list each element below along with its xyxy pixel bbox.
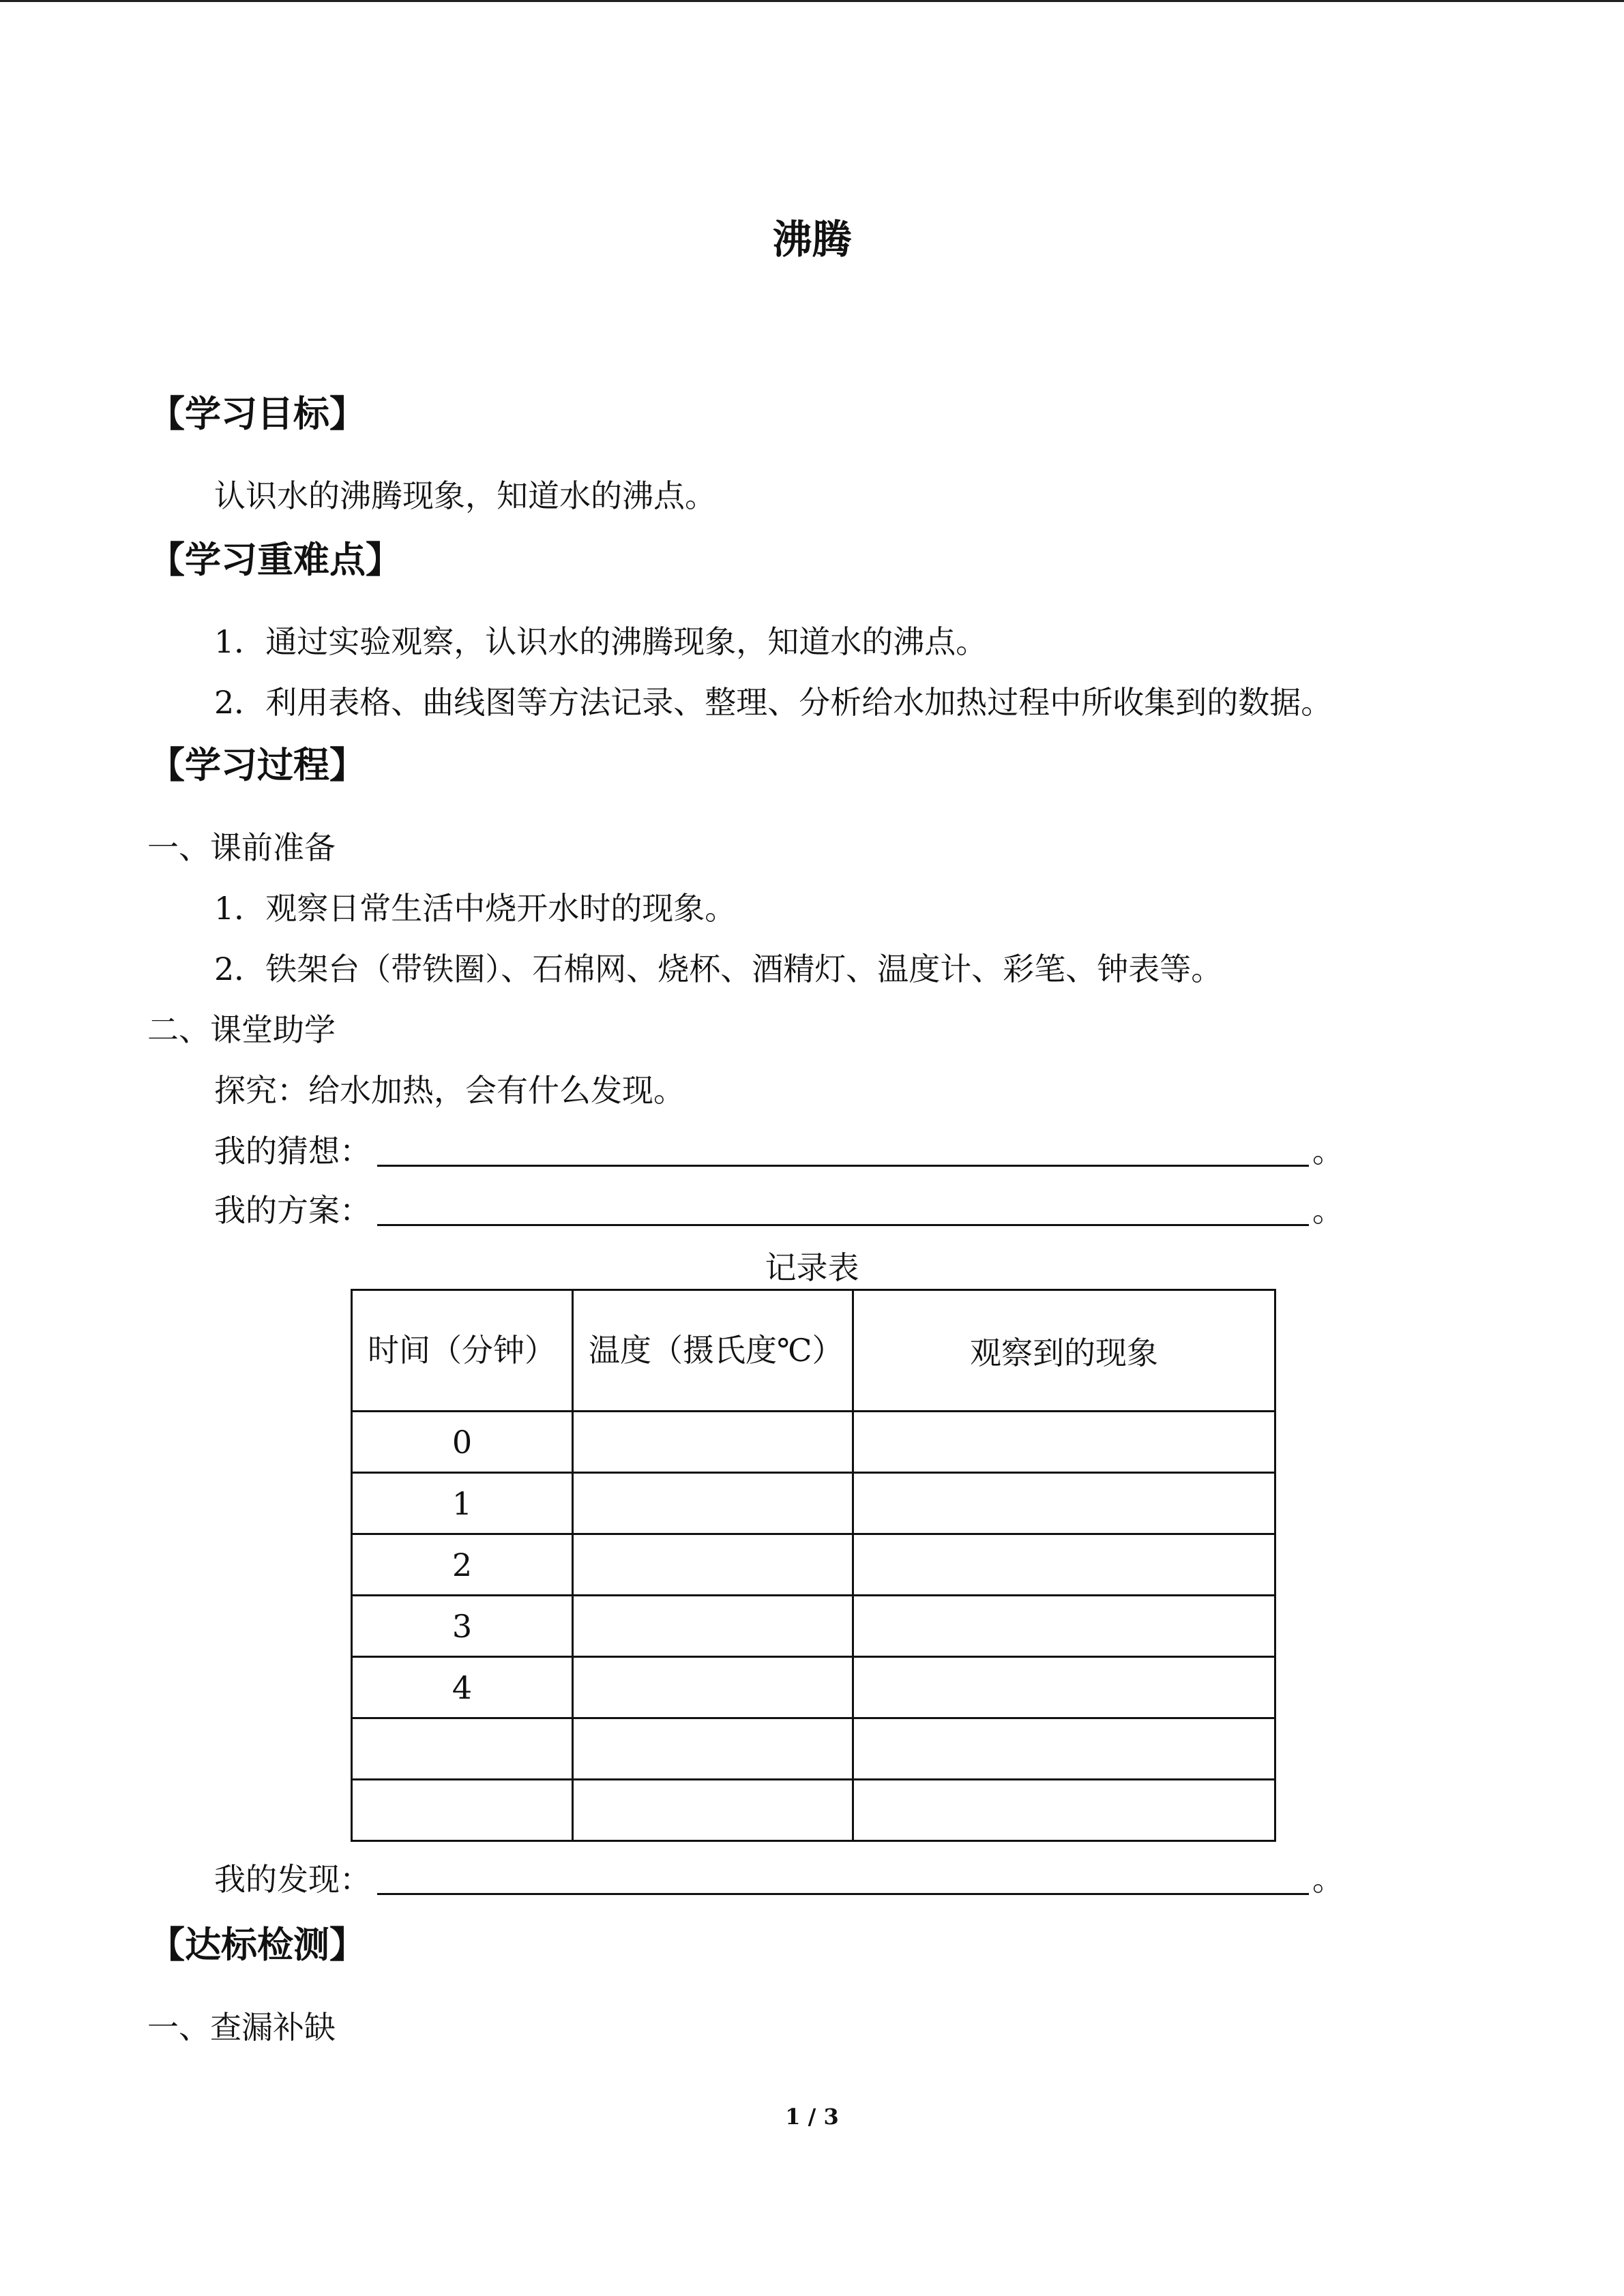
time-cell: 2 — [352, 1534, 573, 1596]
finding-blank[interactable] — [377, 1893, 1309, 1895]
finding-label: 我的发现： — [214, 1861, 371, 1898]
time-cell[interactable] — [352, 1718, 573, 1780]
temperature-cell[interactable] — [573, 1780, 853, 1841]
guess-label: 我的猜想： — [214, 1133, 371, 1169]
temperature-cell[interactable] — [573, 1473, 853, 1534]
table-row — [352, 1412, 1275, 1473]
phenomenon-cell[interactable] — [853, 1657, 1275, 1718]
top-border-line — [0, 0, 1624, 2]
phenomenon-cell[interactable] — [853, 1718, 1275, 1780]
preparation-item: 1．观察日常生活中烧开水时的现象。 — [214, 890, 737, 927]
heading-check: 【达标检测】 — [149, 1924, 366, 1966]
page-number: 1 / 3 — [785, 2104, 839, 2130]
temperature-cell[interactable] — [573, 1596, 853, 1657]
header-temperature: 温度（摄氏度℃） — [573, 1290, 853, 1412]
heading-process: 【学习过程】 — [149, 744, 366, 786]
subsection-title-preparation: 一、课前准备 — [147, 829, 336, 866]
plan-period: 。 — [1312, 1192, 1344, 1229]
time-cell[interactable] — [352, 1780, 573, 1841]
header-phenomenon: 观察到的现象 — [853, 1290, 1275, 1412]
table-row — [352, 1780, 1275, 1841]
phenomenon-cell[interactable] — [853, 1780, 1275, 1841]
table-row — [352, 1534, 1275, 1596]
time-cell: 1 — [352, 1473, 573, 1534]
phenomenon-cell[interactable] — [853, 1412, 1275, 1473]
subsection-title-classroom: 二、课堂助学 — [147, 1011, 336, 1048]
table-header-row — [352, 1290, 1275, 1412]
temperature-cell[interactable] — [573, 1412, 853, 1473]
phenomenon-cell[interactable] — [853, 1473, 1275, 1534]
page-title: 沸腾 — [772, 216, 852, 263]
finding-period: 。 — [1312, 1861, 1344, 1898]
time-cell: 4 — [352, 1657, 573, 1718]
temperature-cell[interactable] — [573, 1534, 853, 1596]
phenomenon-cell[interactable] — [853, 1534, 1275, 1596]
explore-text: 探究：给水加热，会有什么发现。 — [214, 1072, 685, 1109]
header-time: 时间（分钟） — [352, 1290, 573, 1412]
guess-period: 。 — [1312, 1133, 1344, 1169]
table-row — [352, 1718, 1275, 1780]
heading-objectives: 【学习目标】 — [149, 393, 366, 435]
guess-blank[interactable] — [377, 1165, 1309, 1167]
table-row — [352, 1596, 1275, 1657]
time-cell: 0 — [352, 1412, 573, 1473]
subsection-title-check: 一、查漏补缺 — [147, 2009, 336, 2046]
temperature-cell[interactable] — [573, 1718, 853, 1780]
key-point-item: 1．通过实验观察，认识水的沸腾现象，知道水的沸点。 — [214, 623, 988, 660]
record-table — [351, 1289, 1276, 1842]
plan-label: 我的方案： — [214, 1192, 371, 1229]
table-caption: 记录表 — [765, 1249, 859, 1286]
heading-key-points: 【学习重难点】 — [149, 539, 402, 581]
plan-blank[interactable] — [377, 1224, 1309, 1226]
key-point-item: 2．利用表格、曲线图等方法记录、整理、分析给水加热过程中所收集到的数据。 — [214, 684, 1333, 721]
table-row — [352, 1473, 1275, 1534]
time-cell: 3 — [352, 1596, 573, 1657]
table-row — [352, 1657, 1275, 1718]
objectives-text: 认识水的沸腾现象，知道水的沸点。 — [214, 477, 716, 514]
temperature-cell[interactable] — [573, 1657, 853, 1718]
phenomenon-cell[interactable] — [853, 1596, 1275, 1657]
preparation-item: 2．铁架台（带铁圈）、石棉网、烧杯、酒精灯、温度计、彩笔、钟表等。 — [214, 951, 1223, 987]
